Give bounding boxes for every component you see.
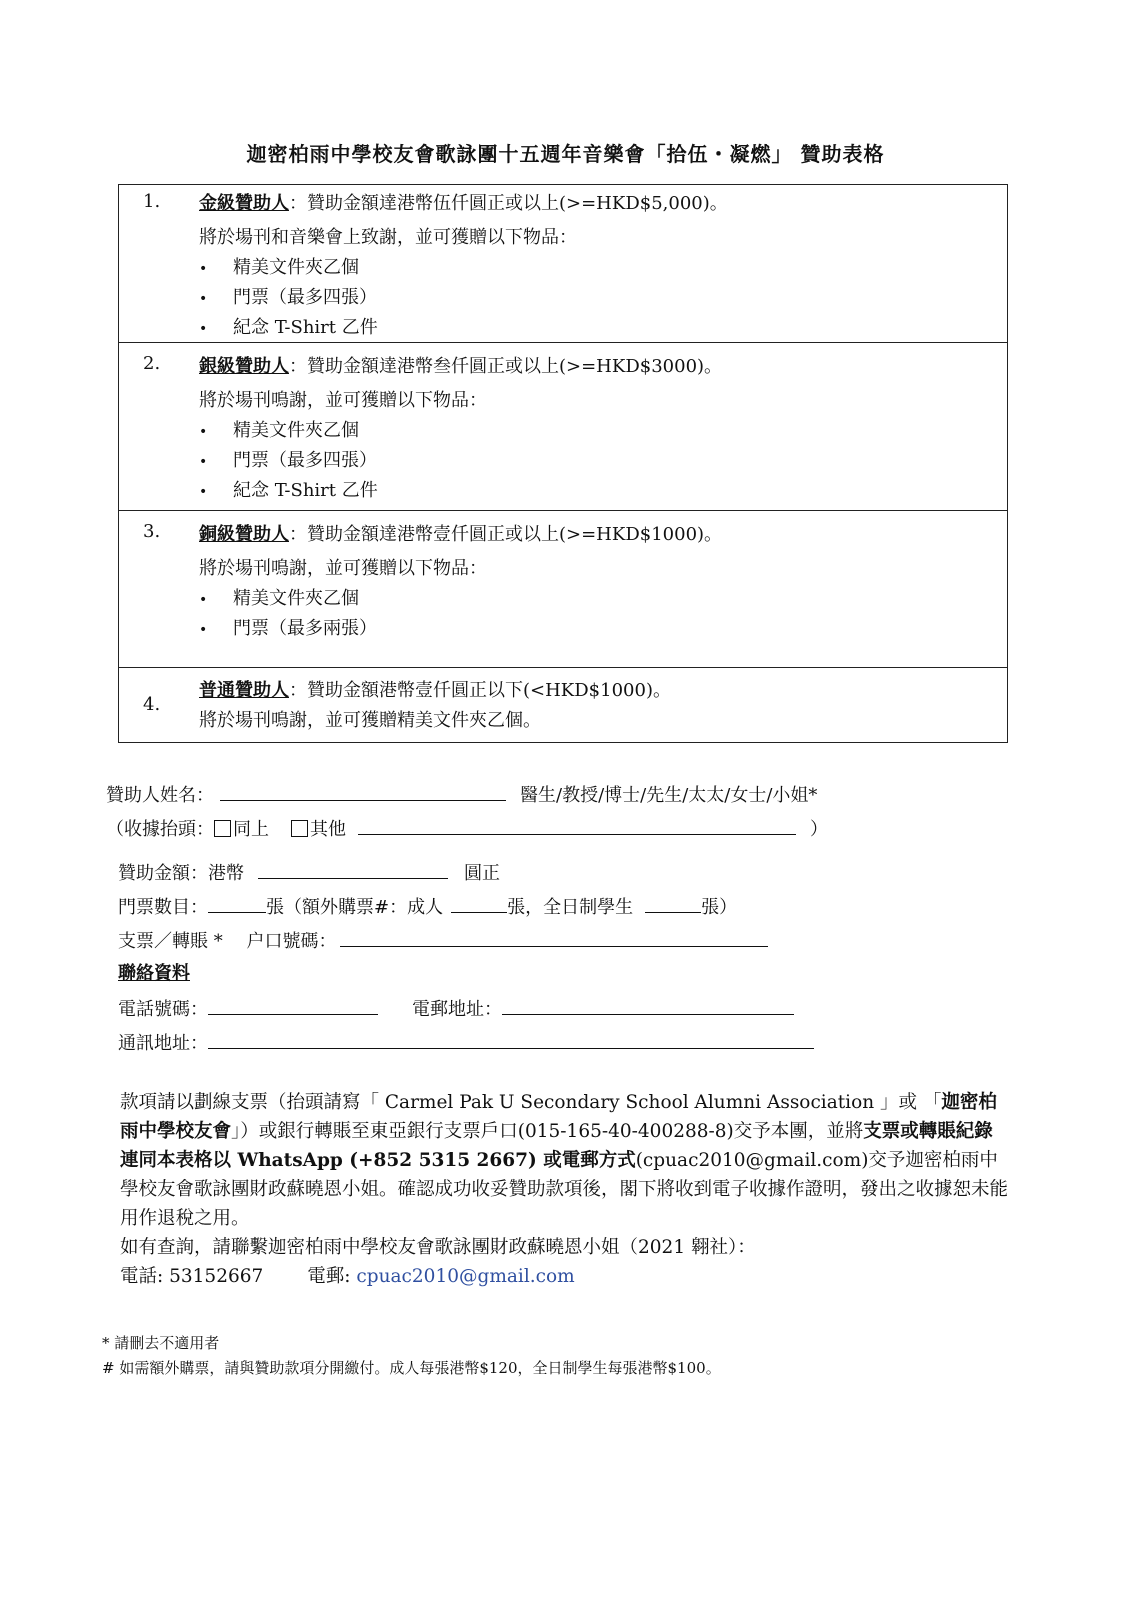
school-alumni-name: 迦密柏雨中學校友會 bbox=[120, 1092, 997, 1142]
phone-field[interactable] bbox=[208, 994, 378, 1015]
tier-number: 3. bbox=[143, 521, 161, 542]
phone-label: 電話號碼： bbox=[118, 999, 208, 1020]
tier-thanks: 將於場刊鳴謝，並可獲贈以下物品： bbox=[199, 390, 487, 411]
gift-item: • 精美文件夾乙個 bbox=[199, 253, 1007, 283]
page-title: 迦密柏雨中學校友會歌詠團十五週年音樂會「拾伍・凝燃」 贊助表格 bbox=[246, 142, 885, 166]
receipt-other-label: 其他 bbox=[310, 819, 346, 840]
tier-name: 銅級贊助人 bbox=[199, 524, 289, 545]
contact-heading bbox=[118, 960, 190, 988]
tier-thanks: 將於場刊和音樂會上致謝，並可獲贈以下物品： bbox=[199, 227, 577, 248]
sponsorship-tiers-table bbox=[118, 184, 1008, 743]
receipt-label: （收據抬頭： bbox=[106, 819, 214, 840]
tier-thanks: 將於場刊鳴謝，並可獲贈精美文件夾乙個。 bbox=[199, 710, 541, 731]
tier-name: 普通贊助人 bbox=[199, 680, 289, 701]
gift-item: • 門票（最多四張） bbox=[199, 446, 1007, 476]
receipt-row bbox=[106, 814, 828, 842]
account-number-field[interactable] bbox=[340, 926, 768, 947]
tier-name: 金級贊助人 bbox=[199, 193, 289, 214]
tier-amount: ：贊助金額達港幣叁仟圓正或以上(>=HKD$3000)。 bbox=[289, 356, 723, 377]
gift-item: • 紀念 T-Shirt 乙件 bbox=[199, 476, 1007, 506]
enquiry-email-link[interactable]: cpuac2010@gmail.com bbox=[356, 1266, 575, 1287]
gift-item: • 紀念 T-Shirt 乙件 bbox=[199, 313, 1007, 343]
receipt-other-field[interactable] bbox=[358, 814, 796, 835]
payment-row bbox=[118, 926, 768, 954]
tickets-field[interactable] bbox=[208, 892, 266, 913]
payment-instructions bbox=[120, 1088, 1010, 1233]
tier-amount: ：贊助金額達港幣伍仟圓正或以上(>=HKD$5,000)。 bbox=[289, 193, 728, 214]
address-label: 通訊地址： bbox=[118, 1033, 208, 1054]
footnote-extra-tickets: # 如需額外購票，請與贊助款項分開繳付。成人每張港幣$120，全日制學生每張港幣$100。 bbox=[102, 1359, 721, 1377]
enquiry-phone: 電話: 53152667 bbox=[120, 1266, 264, 1287]
tickets-unit: 張（額外購票#：成人 bbox=[266, 897, 444, 918]
tier-number: 2. bbox=[143, 353, 161, 374]
sponsor-titles: 醫生/教授/博士/先生/太太/女士/小姐* bbox=[520, 785, 818, 806]
tier-bronze bbox=[119, 511, 1007, 668]
tier-regular bbox=[119, 668, 1007, 742]
tickets-label: 門票數目： bbox=[118, 897, 208, 918]
footnote-delete: * 請刪去不適用者 bbox=[102, 1334, 220, 1352]
contact-heading-text: 聯絡資料 bbox=[118, 963, 190, 984]
tier-name: 銀級贊助人 bbox=[199, 356, 289, 377]
gift-item: • 精美文件夾乙個 bbox=[199, 584, 1007, 614]
student-unit: 張） bbox=[701, 897, 738, 918]
amount-field[interactable] bbox=[258, 858, 448, 879]
sponsor-name-label: 贊助人姓名： bbox=[106, 785, 214, 806]
payment-label: 支票／轉賬 * 户口號碼： bbox=[118, 931, 337, 952]
address-field[interactable] bbox=[208, 1028, 814, 1049]
address-row bbox=[118, 1028, 814, 1056]
tier-number: 1. bbox=[143, 191, 161, 212]
adult-tickets-field[interactable] bbox=[451, 892, 507, 913]
student-tickets-field[interactable] bbox=[645, 892, 701, 913]
tier-number: 4. bbox=[143, 694, 161, 715]
tickets-row bbox=[118, 892, 737, 920]
receipt-close: ） bbox=[810, 819, 828, 840]
instructions-text: 款項請以劃線支票（抬頭請寫「 Carmel Pak U Secondary School Alumni Association 」或 「 bbox=[120, 1092, 942, 1113]
tier-silver bbox=[119, 343, 1007, 511]
instructions-text: 」）或銀行轉賬至東亞銀行支票戶口(015-165-40-400288-8)交予本團，並將 bbox=[231, 1121, 864, 1142]
amount-unit: 圓正 bbox=[464, 863, 500, 884]
amount-label: 贊助金額：港幣 bbox=[118, 863, 244, 884]
email-label: 電郵地址： bbox=[412, 999, 502, 1020]
sponsor-name-row bbox=[106, 780, 817, 808]
email-field[interactable] bbox=[502, 994, 794, 1015]
tier-gold bbox=[119, 185, 1007, 343]
submission-instructions: 支票或轉賬紀錄連同本表格以 WhatsApp (+852 5315 2667) 或電郵方式 bbox=[120, 1121, 993, 1171]
receipt-other-checkbox[interactable] bbox=[291, 820, 308, 837]
gift-item: • 精美文件夾乙個 bbox=[199, 416, 1007, 446]
receipt-same-checkbox[interactable] bbox=[214, 820, 231, 837]
amount-row bbox=[118, 858, 500, 886]
enquiry-email-label: 電郵: bbox=[307, 1266, 351, 1287]
adult-unit: 張，全日制學生 bbox=[507, 897, 634, 918]
tier-amount: ：贊助金額達港幣壹仟圓正或以上(>=HKD$1000)。 bbox=[289, 524, 723, 545]
receipt-same-label: 同上 bbox=[233, 819, 269, 840]
tier-amount: ：贊助金額港幣壹仟圓正以下(<HKD$1000)。 bbox=[289, 680, 671, 701]
tier-thanks: 將於場刊鳴謝，並可獲贈以下物品： bbox=[199, 558, 487, 579]
instructions-text: (cpuac2010@gmail.com)交予迦密柏雨中學校友會歌詠團財政蘇曉恩小姐。確認成功收妥贊助款項後，閣下將收到電子收據作證明，發出之收據恕未能用作退稅之用。 bbox=[120, 1150, 1009, 1229]
gift-item: • 門票（最多四張） bbox=[199, 283, 1007, 313]
sponsor-name-field[interactable] bbox=[220, 780, 506, 801]
gift-item: • 門票（最多兩張） bbox=[199, 614, 1007, 644]
enquiry-text: 如有查詢，請聯繫迦密柏雨中學校友會歌詠團財政蘇曉恩小姐（2021 翱社）： bbox=[120, 1237, 756, 1258]
contact-row bbox=[118, 994, 794, 1022]
enquiry-paragraph bbox=[120, 1233, 1010, 1291]
